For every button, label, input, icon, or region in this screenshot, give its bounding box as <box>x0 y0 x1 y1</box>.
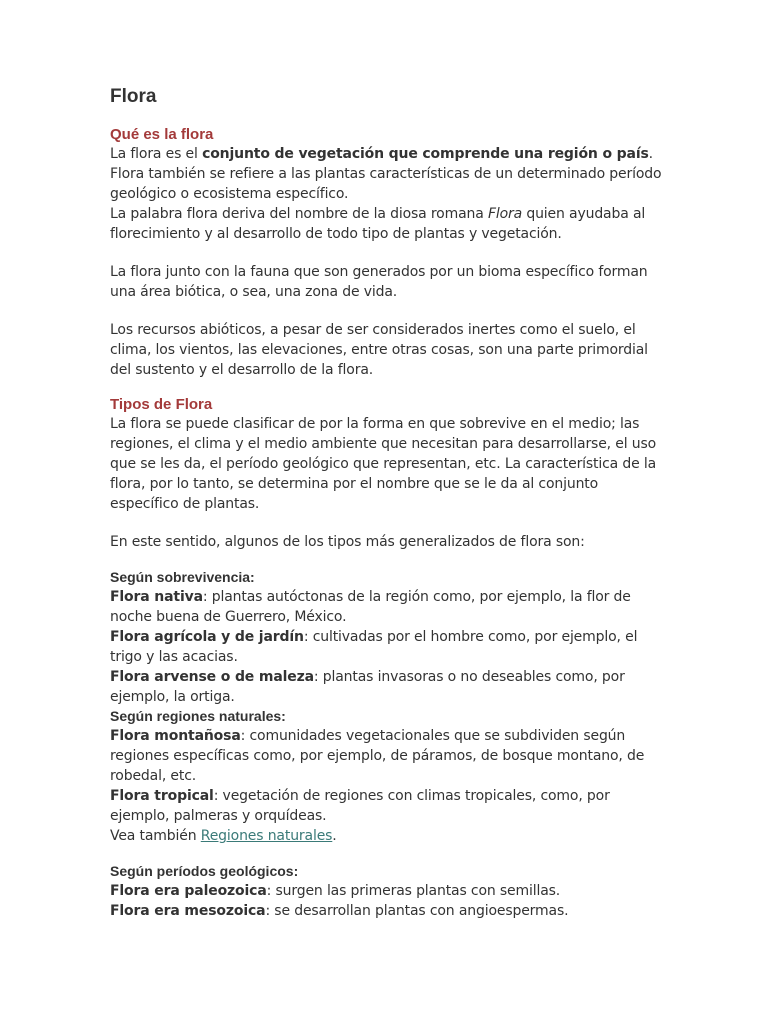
list-item <box>110 901 665 921</box>
term: Flora montañosa <box>110 728 241 744</box>
paragraph: Los recursos abióticos, a pesar de ser considerados inertes como el suelo, el clima, los vientos, las elevaciones, entre otras cosas, son una parte primordial del sustento y el desarrollo de la flora. <box>110 322 648 378</box>
definition: : cultivadas por el hombre como, por ejemplo, el trigo y las acacias. <box>110 629 638 665</box>
regiones-naturales-link[interactable]: Regiones naturales <box>200 828 333 844</box>
list-item <box>110 587 665 627</box>
definition: : plantas autóctonas de la región como, por ejemplo, la flor de noche buena de Guerrero, México. <box>110 589 631 625</box>
see-also <box>110 826 665 846</box>
text-run: La palabra flora deriva del nombre de la diosa romana <box>110 206 488 222</box>
bold-text: conjunto de vegetación que comprende una región o país <box>202 146 649 162</box>
text-run: . Flora también se refiere a las plantas características de un determinado período geológico o ecosistema específico. <box>110 146 662 202</box>
italic-text: Flora <box>487 206 523 222</box>
list-item <box>110 627 665 667</box>
paragraph <box>110 204 665 244</box>
subheading-regiones: Según regiones naturales: <box>110 708 286 724</box>
paragraph: En este sentido, algunos de los tipos más generalizados de flora son: <box>110 534 585 550</box>
text-run: Vea también <box>110 828 201 844</box>
term: Flora era mesozoica <box>110 903 266 919</box>
subheading-sobrevivencia: Según sobrevivencia: <box>110 569 255 585</box>
term: Flora arvense o de maleza <box>110 669 314 685</box>
term: Flora era paleozoica <box>110 883 267 899</box>
section-heading-que-es: Qué es la flora <box>110 126 214 143</box>
text-run: . <box>332 828 337 844</box>
list-item <box>110 786 665 826</box>
list-item <box>110 667 665 707</box>
definition: : plantas invasoras o no deseables como, por ejemplo, la ortiga. <box>110 669 625 705</box>
paragraph <box>110 144 665 204</box>
term: Flora agrícola y de jardín <box>110 629 304 645</box>
paragraph: La flora junto con la fauna que son generados por un bioma específico forman una área biótica, o sea, una zona de vida. <box>110 264 648 300</box>
list-item <box>110 726 665 786</box>
section-heading-tipos: Tipos de Flora <box>110 396 213 413</box>
term: Flora nativa <box>110 589 203 605</box>
text-run: La flora es el <box>110 146 203 162</box>
definition: : comunidades vegetacionales que se subdividen según regiones específicas como, por ejemplo, de páramos, de bosque montano, de robedal, etc. <box>110 728 645 784</box>
subheading-periodos: Según períodos geológicos: <box>110 863 299 879</box>
definition: : surgen las primeras plantas con semillas. <box>266 883 561 899</box>
definition: : vegetación de regiones con climas tropicales, como, por ejemplo, palmeras y orquídeas. <box>110 788 610 824</box>
document-page <box>110 86 665 921</box>
text-run: quien ayudaba al florecimiento y al desarrollo de todo tipo de plantas y vegetación. <box>110 206 646 242</box>
paragraph: La flora se puede clasificar de por la forma en que sobrevive en el medio; las regiones, el clima y el medio ambiente que necesitan para desarrollarse, el uso que se les da, el período geológico que representan, etc. La característica de la flora, por lo tanto, se determina por el nombre que se le da al conjunto específico de plantas. <box>110 416 657 512</box>
term: Flora tropical <box>110 788 214 804</box>
page-title: Flora <box>110 86 157 107</box>
definition: : se desarrollan plantas con angioespermas. <box>265 903 569 919</box>
list-item <box>110 881 665 901</box>
